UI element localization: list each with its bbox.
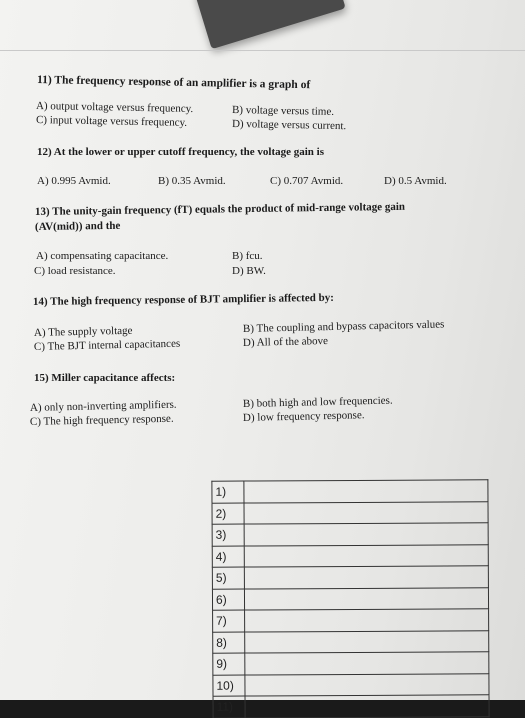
question-12-option-b[interactable]: B) 0.35 Avmid. xyxy=(158,175,226,187)
question-15-option-a[interactable]: A) only non-inverting amplifiers. xyxy=(29,398,177,414)
question-14-option-b[interactable]: B) The coupling and bypass capacitors values xyxy=(242,318,445,335)
question-11-stem: 11) The frequency response of an amplifier is a graph of xyxy=(36,74,311,92)
question-11-option-d[interactable]: D) voltage versus current. xyxy=(231,118,347,133)
answer-number: 3) xyxy=(212,524,244,546)
table-row xyxy=(212,523,488,546)
answer-number: 11) xyxy=(213,696,245,718)
answer-cell[interactable] xyxy=(245,630,489,653)
answer-cell[interactable] xyxy=(244,587,488,610)
answer-number: 9) xyxy=(213,653,245,675)
question-14-option-c[interactable]: C) The BJT internal capacitances xyxy=(33,337,181,353)
question-15-option-d[interactable]: D) low frequency response. xyxy=(242,409,365,424)
header-rule xyxy=(0,50,525,51)
question-15-option-b[interactable]: B) both high and low frequencies. xyxy=(242,394,393,410)
answer-number: 2) xyxy=(212,503,244,525)
answer-number: 7) xyxy=(213,610,245,632)
answer-cell[interactable] xyxy=(245,652,489,675)
answer-number: 10) xyxy=(213,675,245,697)
question-15-option-c[interactable]: C) The high frequency response. xyxy=(29,412,174,428)
question-12-option-c[interactable]: C) 0.707 Avmid. xyxy=(270,175,344,187)
table-row xyxy=(212,501,488,524)
question-11-option-b[interactable]: B) voltage versus time. xyxy=(231,104,335,118)
answer-cell[interactable] xyxy=(244,544,488,567)
answer-cell[interactable] xyxy=(245,673,489,696)
answer-cell[interactable] xyxy=(244,566,488,589)
answer-cell[interactable] xyxy=(244,501,488,524)
question-13-option-d[interactable]: D) BW. xyxy=(232,265,266,277)
answer-cell[interactable] xyxy=(244,523,488,546)
answer-number: 1) xyxy=(212,481,244,503)
table-row xyxy=(213,630,489,653)
question-12-option-a[interactable]: A) 0.995 Avmid. xyxy=(37,175,111,187)
question-13-stem-cont: (AV(mid)) and the xyxy=(34,219,121,233)
table-row xyxy=(213,673,489,696)
question-13-stem: 13) The unity-gain frequency (fT) equals the product of mid-range voltage gain xyxy=(34,200,406,218)
table-row xyxy=(213,652,489,675)
answer-number: 8) xyxy=(213,632,245,654)
table-row xyxy=(213,695,489,718)
question-13-option-c[interactable]: C) load resistance. xyxy=(34,265,116,277)
question-15-stem: 15) Miller capacitance affects: xyxy=(34,372,176,384)
question-12-stem: 12) At the lower or upper cutoff frequency, the voltage gain is xyxy=(37,146,324,158)
page-corner-shadow xyxy=(194,0,345,49)
answer-cell[interactable] xyxy=(245,609,489,632)
answer-table xyxy=(211,479,489,718)
answer-number: 5) xyxy=(212,567,244,589)
answer-number: 6) xyxy=(212,589,244,611)
table-row xyxy=(213,609,489,632)
question-12-option-d[interactable]: D) 0.5 Avmid. xyxy=(384,175,447,187)
answer-cell[interactable] xyxy=(245,695,489,718)
question-14-option-d[interactable]: D) All of the above xyxy=(242,335,329,349)
table-row xyxy=(212,566,488,589)
question-11-option-a[interactable]: A) output voltage versus frequency. xyxy=(35,100,194,116)
answer-number: 4) xyxy=(212,546,244,568)
table-row xyxy=(212,544,488,567)
question-14-option-a[interactable]: A) The supply voltage xyxy=(33,324,133,339)
answer-cell[interactable] xyxy=(244,480,488,503)
question-14-stem: 14) The high frequency response of BJT amplifier is affected by: xyxy=(32,291,334,308)
question-13-option-a[interactable]: A) compensating capacitance. xyxy=(36,250,169,262)
table-row xyxy=(212,587,488,610)
table-row xyxy=(212,480,488,503)
question-13-option-b[interactable]: B) fcu. xyxy=(232,250,263,262)
question-11-option-c[interactable]: C) input voltage versus frequency. xyxy=(35,114,188,129)
